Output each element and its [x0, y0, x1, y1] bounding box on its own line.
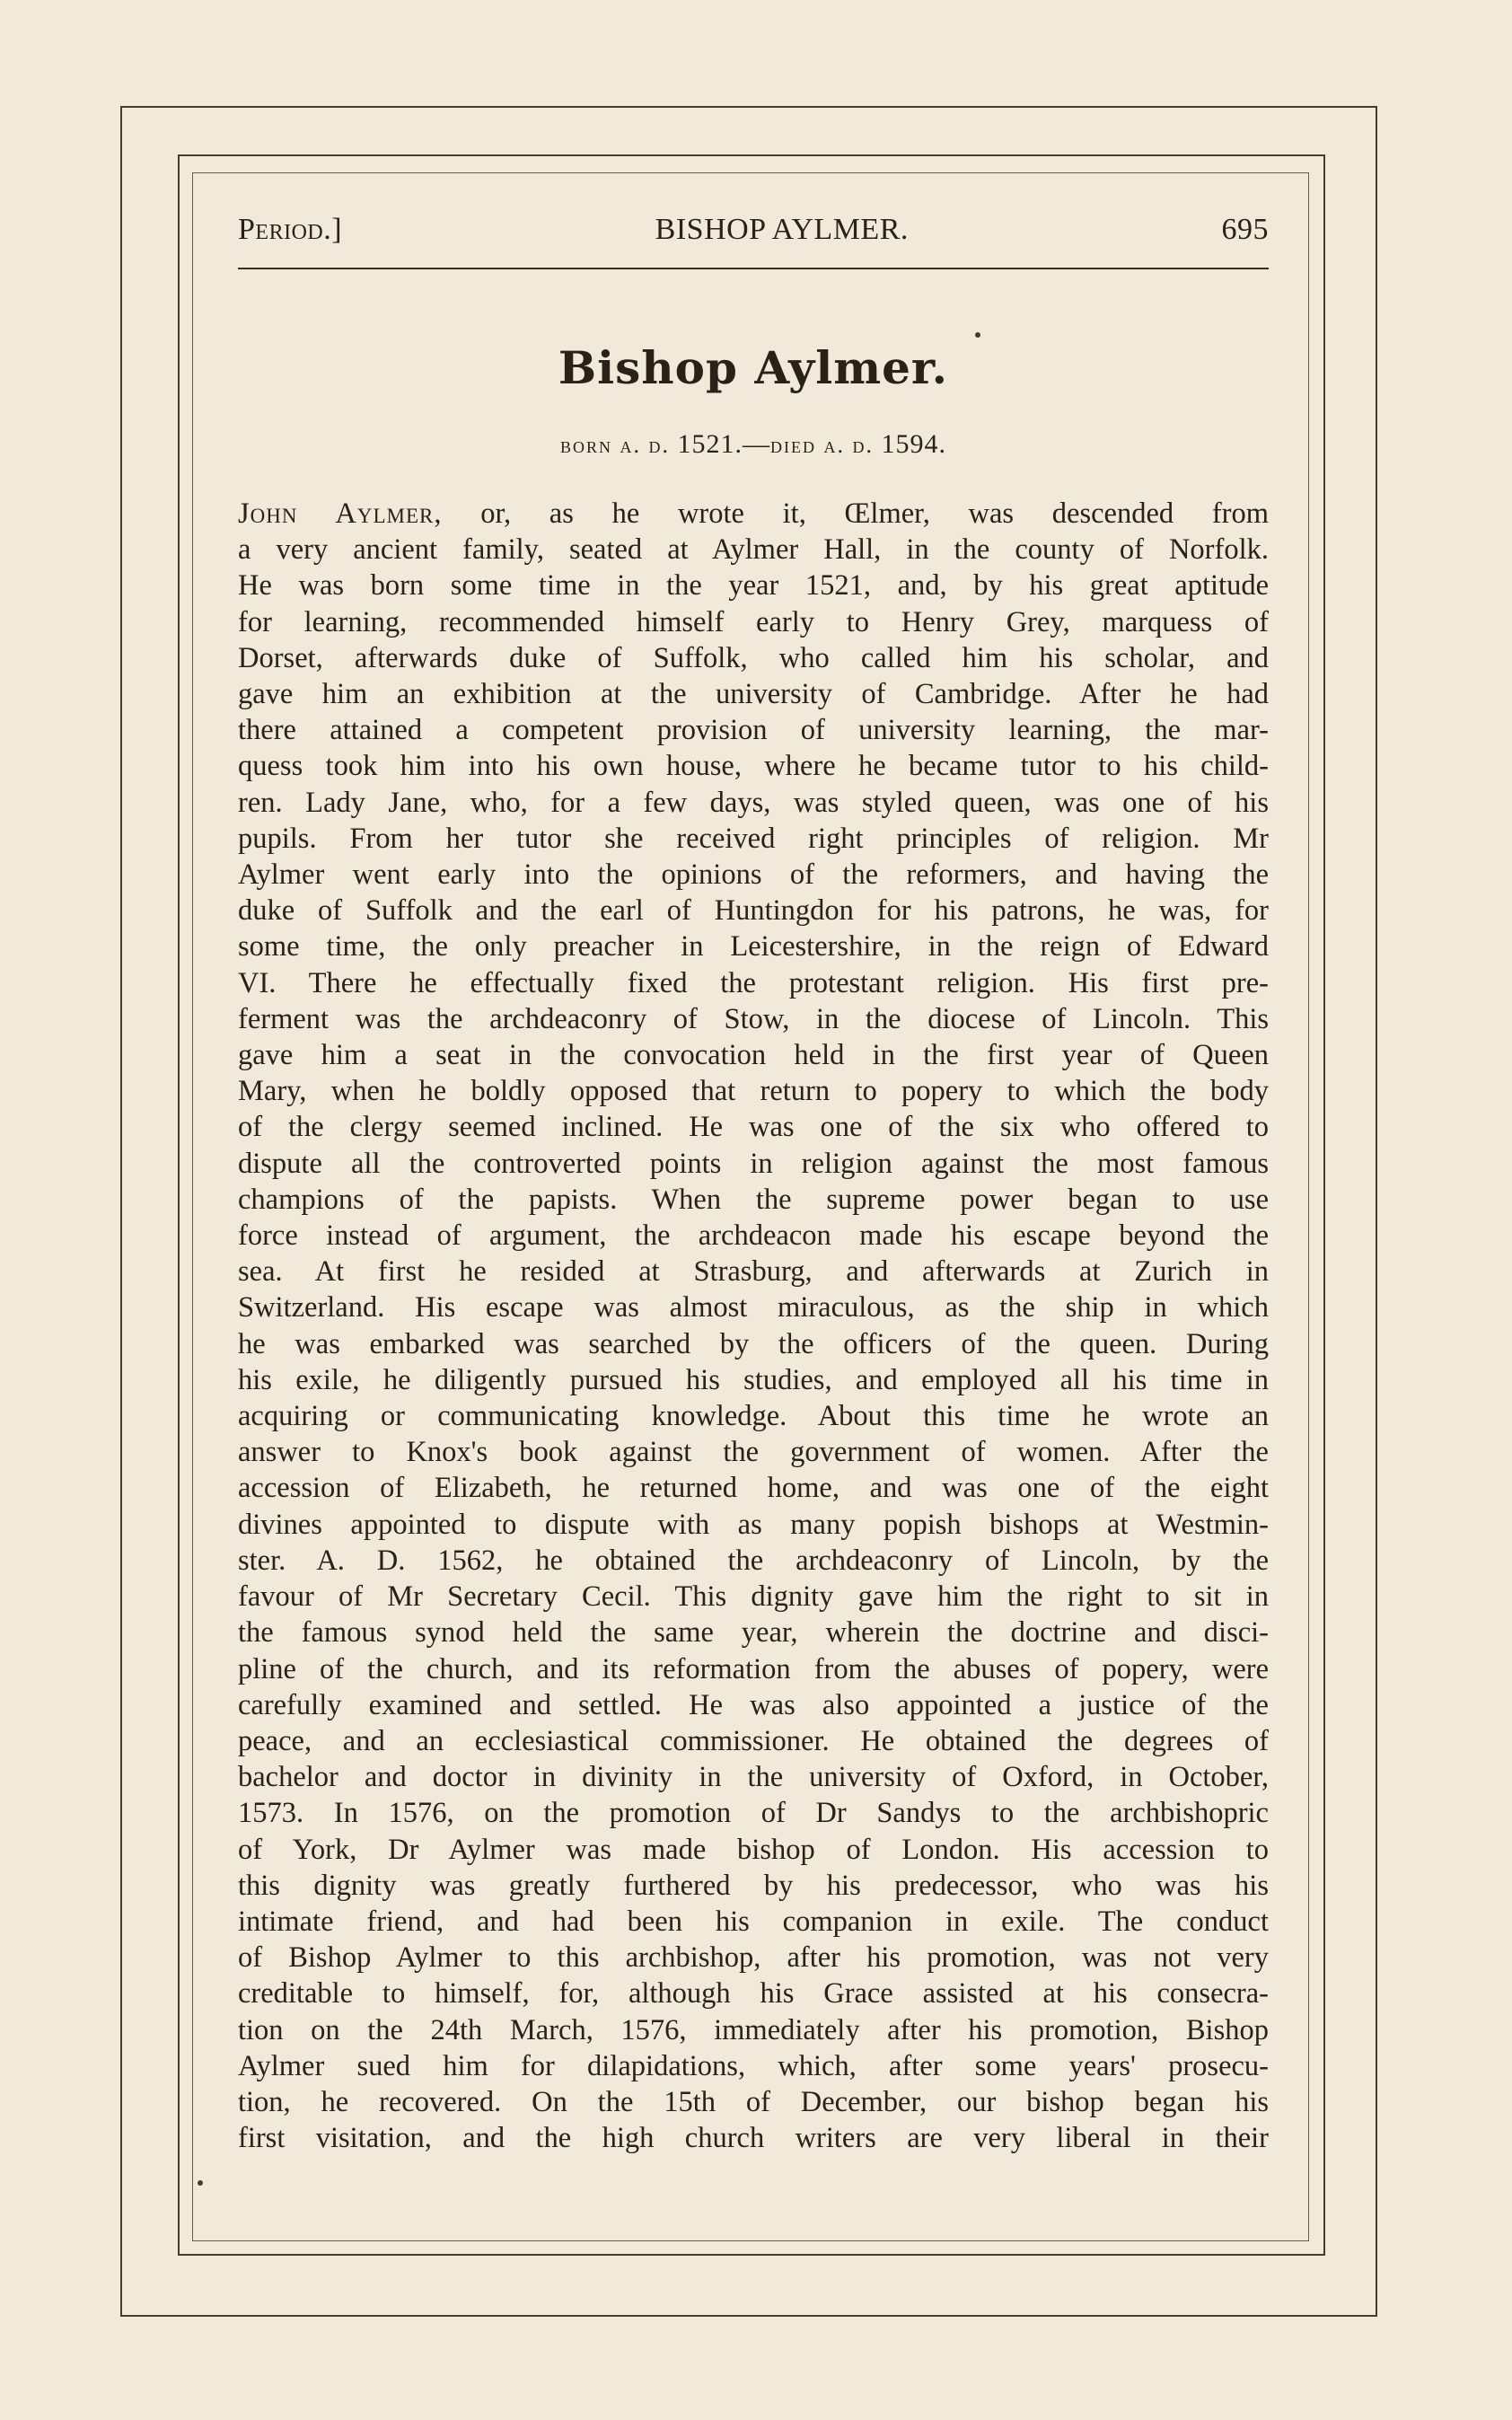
- running-title: BISHOP AYLMER.: [655, 213, 909, 246]
- line-text: 1573. In 1576, on the promotion of Dr Sandys to the archbishopric: [238, 1797, 1269, 1830]
- text-line: [238, 1976, 1269, 2011]
- text-line: [238, 712, 1269, 748]
- line-text: the famous synod held the same year, wherein the doctrine and disci-: [238, 1616, 1269, 1650]
- period-label: Period.]: [238, 213, 343, 246]
- line-text: first visitation, and the high church writers are very liberal in their: [238, 2122, 1269, 2155]
- line-text: answer to Knox's book against the government of women. After the: [238, 1436, 1269, 1469]
- line-text: acquiring or communicating knowledge. About this time he wrote an: [238, 1400, 1269, 1433]
- text-line: [238, 1615, 1269, 1650]
- text-line: [238, 965, 1269, 1001]
- lead-name: John Aylmer,: [238, 497, 443, 530]
- text-line: [238, 1470, 1269, 1506]
- text-line: [238, 1109, 1269, 1145]
- article-title: Bishop Aylmer.: [558, 341, 949, 394]
- line-text: tion, he recovered. On the 15th of December, our bishop began his: [238, 2085, 1269, 2118]
- text-line: [238, 1868, 1269, 1904]
- line-text: of York, Dr Aylmer was made bishop of London. His accession to: [238, 1833, 1269, 1866]
- text-line: [238, 1434, 1269, 1470]
- line-text: ferment was the archdeaconry of Stow, in the diocese of Lincoln. This: [238, 1002, 1269, 1035]
- line-text: Dorset, afterwards duke of Suffolk, who called him his scholar, and: [238, 641, 1269, 674]
- died-label: died a. d.: [770, 432, 874, 458]
- text-line: [238, 893, 1269, 928]
- text-line: [238, 748, 1269, 784]
- line-text: some time, the only preacher in Leicestershire, in the reign of Edward: [238, 930, 1269, 964]
- line-text: He was born some time in the year 1521, and, by his great aptitude: [238, 569, 1269, 603]
- text-line: [238, 1398, 1269, 1434]
- line-text: accession of Elizabeth, he returned home, and was one of the eight: [238, 1472, 1269, 1505]
- text-line: [238, 2120, 1269, 2156]
- text-line: [238, 2012, 1269, 2048]
- text-line: [238, 1182, 1269, 1218]
- text-line: [238, 496, 1269, 532]
- text-line: [238, 2084, 1269, 2120]
- text-line: [238, 1579, 1269, 1615]
- line-text: for learning, recommended himself early to Henry Grey, marquess of: [238, 605, 1269, 638]
- text-line: [238, 1651, 1269, 1687]
- line-text: favour of Mr Secretary Cecil. This dignity gave him the right to sit in: [238, 1580, 1269, 1614]
- line-text: pline of the church, and its reformation from the abuses of popery, were: [238, 1652, 1269, 1685]
- text-line: [238, 1001, 1269, 1037]
- text-line: [238, 857, 1269, 893]
- text-line: [238, 532, 1269, 568]
- article-body: [238, 496, 1269, 2156]
- text-line: [238, 1146, 1269, 1182]
- line-text: ren. Lady Jane, who, for a few days, was styled queen, was one of his: [238, 786, 1269, 819]
- text-line: [238, 1326, 1269, 1362]
- line-text: creditable to himself, for, although his Grace assisted at his consecra-: [238, 1977, 1269, 2011]
- page-number: 695: [1221, 213, 1269, 246]
- line-text: of the clergy seemed inclined. He was one of the six who offered to: [238, 1111, 1269, 1144]
- line-text: pupils. From her tutor she received right principles of religion. Mr: [238, 822, 1269, 855]
- line-text: intimate friend, and had been his companion in exile. The conduct: [238, 1905, 1269, 1938]
- line-text: champions of the papists. When the supreme power began to use: [238, 1183, 1269, 1216]
- line-text: his exile, he diligently pursued his studies, and employed all his time in: [238, 1363, 1269, 1396]
- line-text: VI. There he effectually fixed the protestant religion. His first pre-: [238, 966, 1269, 999]
- text-line: [238, 785, 1269, 821]
- dates-separator: —: [743, 429, 770, 459]
- line-text: carefully examined and settled. He was also appointed a justice of the: [238, 1688, 1269, 1721]
- text-line: [238, 1254, 1269, 1289]
- text-line: [238, 604, 1269, 640]
- line-text: he was embarked was searched by the officers of the queen. During: [238, 1327, 1269, 1360]
- died-year: 1594.: [881, 429, 946, 459]
- text-line: [238, 1289, 1269, 1325]
- text-line: [238, 676, 1269, 712]
- text-line: [238, 1543, 1269, 1579]
- life-dates: [238, 429, 1269, 460]
- line-text: tion on the 24th March, 1576, immediately after his promotion, Bishop: [238, 2013, 1269, 2046]
- line-text: duke of Suffolk and the earl of Huntingdon for his patrons, he was, for: [238, 894, 1269, 928]
- line-text: quess took him into his own house, where he became tutor to his child-: [238, 750, 1269, 783]
- text-line: [238, 1832, 1269, 1868]
- text-line: [238, 1723, 1269, 1759]
- text-line: [238, 1073, 1269, 1109]
- line-text: gave him an exhibition at the university of Cambridge. After he had: [238, 678, 1269, 711]
- text-line: [238, 1795, 1269, 1831]
- line-text: Mary, when he boldly opposed that return to popery to which the body: [238, 1075, 1269, 1108]
- line-text: this dignity was greatly furthered by his predecessor, who was his: [238, 1869, 1269, 1902]
- born-label: born a. d.: [559, 432, 670, 458]
- line-text: dispute all the controverted points in religion against the most famous: [238, 1147, 1269, 1180]
- header-rule: [238, 268, 1269, 269]
- text-line: [238, 2048, 1269, 2084]
- line-text: there attained a competent provision of university learning, the mar-: [238, 714, 1269, 747]
- line-text: sea. At first he resided at Strasburg, and afterwards at Zurich in: [238, 1255, 1269, 1289]
- text-line: [238, 568, 1269, 603]
- line-text: Aylmer went early into the opinions of the reformers, and having the: [238, 858, 1269, 892]
- line-text: force instead of argument, the archdeacon made his escape beyond the: [238, 1219, 1269, 1253]
- line-text: peace, and an ecclesiastical commissioner. He obtained the degrees of: [238, 1724, 1269, 1757]
- line-text: divines appointed to dispute with as many popish bishops at Westmin-: [238, 1508, 1269, 1541]
- text-line: [238, 928, 1269, 964]
- text-line: [238, 1218, 1269, 1254]
- text-line: [238, 640, 1269, 676]
- text-line: [238, 821, 1269, 857]
- line-text: Aylmer sued him for dilapidations, which, after some years' prosecu-: [238, 2049, 1269, 2082]
- text-line: [238, 1687, 1269, 1723]
- line-text: of Bishop Aylmer to this archbishop, after his promotion, was not very: [238, 1941, 1269, 1975]
- print-speck: [198, 2180, 203, 2186]
- text-line: [238, 1940, 1269, 1976]
- text-line: [238, 1904, 1269, 1940]
- text-line: [238, 1507, 1269, 1543]
- print-speck: [975, 332, 980, 338]
- line-text: bachelor and doctor in divinity in the university of Oxford, in October,: [238, 1761, 1269, 1794]
- line-text: Switzerland. His escape was almost miraculous, as the ship in which: [238, 1291, 1269, 1324]
- born-year: 1521.: [677, 429, 743, 459]
- line-text: or, as he wrote it, Œlmer, was descended from: [442, 497, 1269, 530]
- line-text: a very ancient family, seated at Aylmer Hall, in the county of Norfolk.: [238, 533, 1269, 567]
- running-header: [238, 205, 1269, 255]
- text-line: [238, 1759, 1269, 1795]
- text-line: [238, 1037, 1269, 1073]
- text-line: [238, 1362, 1269, 1398]
- line-text: ster. A. D. 1562, he obtained the archdeaconry of Lincoln, by the: [238, 1544, 1269, 1577]
- line-text: gave him a seat in the convocation held in the first year of Queen: [238, 1039, 1269, 1072]
